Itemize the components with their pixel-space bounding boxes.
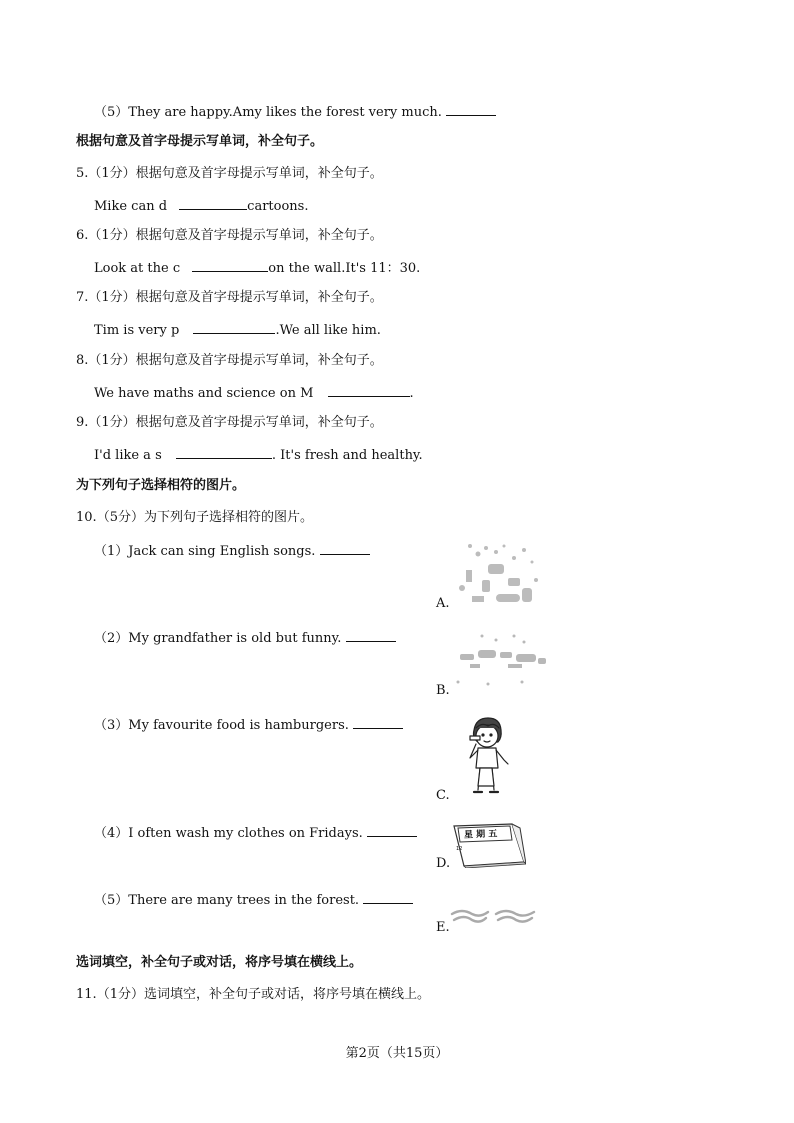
calendar-picture-option-d[interactable]: [450, 822, 526, 868]
calendar-small-text: 12: [456, 846, 463, 852]
answer-blank[interactable]: [346, 629, 396, 642]
question-11: 11.（1分）选词填空，补全句子或对话，将序号填在横线上。: [76, 987, 430, 1002]
answer-blank[interactable]: [179, 197, 247, 210]
section-heading-word-selection: 选词填空，补全句子或对话，将序号填在横线上。: [76, 955, 363, 970]
section-heading-word-completion: 根据句意及首字母提示写单词，补全句子。: [76, 134, 324, 149]
grandfather-picture-option-b[interactable]: [452, 630, 552, 690]
calendar-day-text: 星 期 五: [463, 829, 498, 841]
question-8: 8.（1分）根据句意及首字母提示写单词，补全句子。: [76, 353, 383, 368]
option-a-label: A.: [436, 596, 450, 611]
question-4-item-5: （5）They are happy.Amy likes the forest very much.: [94, 103, 496, 121]
question-10-item-1: （1）Jack can sing English songs.: [94, 542, 370, 560]
question-10: 10.（5分）为下列句子选择相符的图片。: [76, 510, 313, 525]
question-7: 7.（1分）根据句意及首字母提示写单词，补全句子。: [76, 290, 383, 305]
singing-picture-option-a[interactable]: [452, 540, 547, 610]
answer-blank[interactable]: [363, 891, 413, 904]
answer-blank[interactable]: [192, 259, 268, 272]
question-10-item-4: （4）I often wash my clothes on Fridays.: [94, 824, 417, 842]
answer-blank[interactable]: [328, 384, 410, 397]
question-9: 9.（1分）根据句意及首字母提示写单词，补全句子。: [76, 415, 383, 430]
question-5-sentence: Mike can d cartoons.: [94, 199, 309, 214]
answer-blank[interactable]: [353, 716, 403, 729]
question-7-sentence: Tim is very p .We all like him.: [94, 323, 381, 338]
answer-blank[interactable]: [367, 824, 417, 837]
boy-picture-option-c[interactable]: [456, 714, 516, 800]
answer-blank[interactable]: [193, 321, 275, 334]
question-10-item-2: （2）My grandfather is old but funny.: [94, 629, 396, 647]
option-b-label: B.: [436, 683, 450, 698]
section-heading-picture-matching: 为下列句子选择相符的图片。: [76, 478, 246, 493]
option-c-label: C.: [436, 788, 450, 803]
question-9-sentence: I'd like a s . It's fresh and healthy.: [94, 448, 423, 463]
clothes-picture-option-e[interactable]: [450, 908, 536, 930]
question-5: 5.（1分）根据句意及首字母提示写单词，补全句子。: [76, 166, 383, 181]
answer-blank[interactable]: [320, 542, 370, 555]
question-10-item-5: （5）There are many trees in the forest.: [94, 891, 413, 909]
question-8-sentence: We have maths and science on M .: [94, 386, 414, 401]
question-6-sentence: Look at the c on the wall.It's 11：30.: [94, 261, 421, 276]
answer-blank[interactable]: [176, 446, 272, 459]
option-e-label: E.: [436, 920, 450, 935]
page-footer: 第2页（共15页）: [345, 1046, 449, 1061]
question-10-item-3: （3）My favourite food is hamburgers.: [94, 716, 403, 734]
option-d-label: D.: [436, 856, 451, 871]
question-6: 6.（1分）根据句意及首字母提示写单词，补全句子。: [76, 228, 383, 243]
answer-blank[interactable]: [446, 103, 496, 116]
